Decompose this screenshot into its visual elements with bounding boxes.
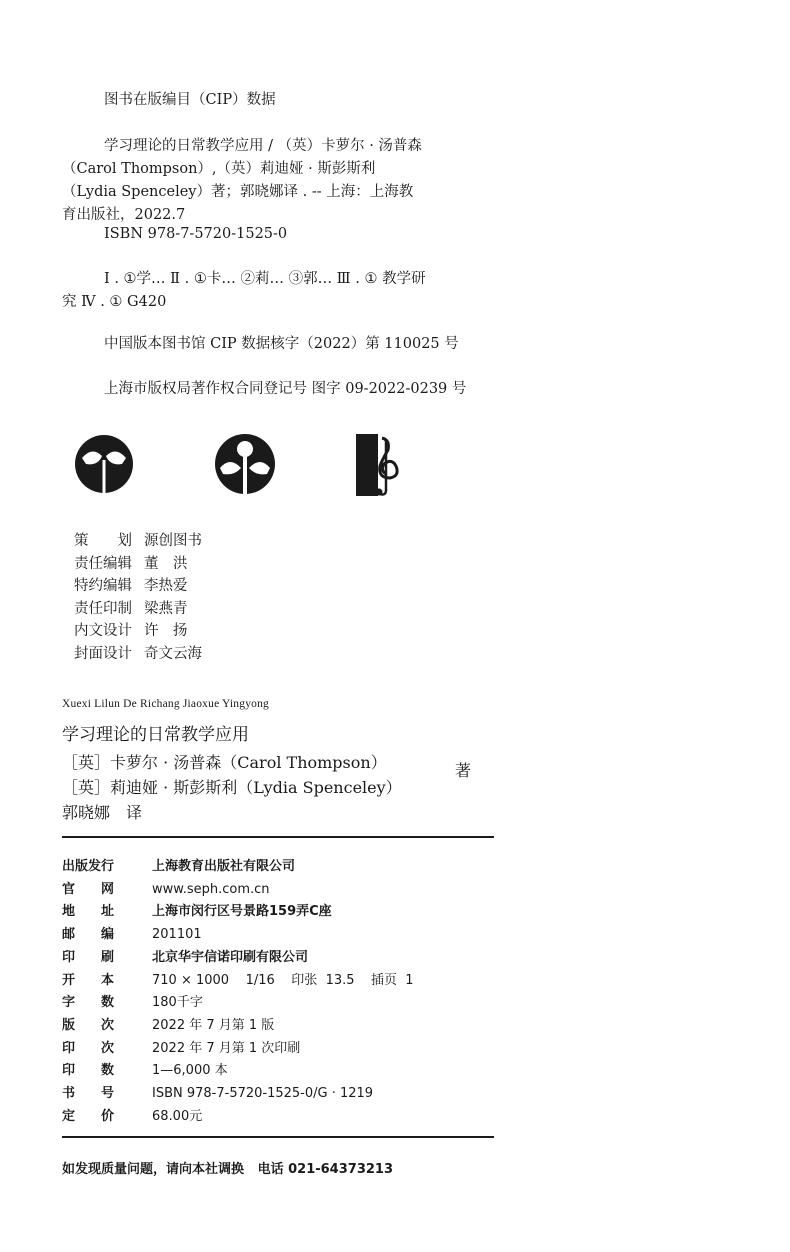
pub-value: 201101 [152,927,202,943]
staff-row [74,530,202,553]
pub-value: 2022 年 7 月第 1 版 [152,1017,275,1033]
pub-value: 2022 年 7 月第 1 次印刷 [152,1040,301,1056]
staff-label: 封面设计 [74,645,132,662]
author-2: ［英］莉迪娅 · 斯彭斯利（Lydia Spenceley） [62,778,402,797]
pub-row [62,1038,414,1061]
cip-subject-line: Ⅰ . ①学… Ⅱ . ①卡… ②莉… ③郭… Ⅲ . ① 教学研 [104,271,426,287]
translator: 郭晓娜 译 [62,803,143,822]
cip-isbn: ISBN 978-7-5720-1525-0 [104,226,288,242]
pub-row [62,1106,414,1129]
pub-label: 官 网 [62,881,115,897]
pub-value: 上海教育出版社有限公司 [152,859,296,874]
staff-row [74,620,202,643]
pub-value: 710 × 1000 1/16 印张 13.5 插页 1 [152,972,414,988]
pub-row [62,879,414,902]
pub-label: 定 价 [62,1108,115,1124]
author-role: 著 [455,761,472,780]
pub-label: 印 数 [62,1063,115,1079]
pub-value: 1—6,000 本 [152,1063,228,1079]
pub-row [62,924,414,947]
pub-label: 出版发行 [62,859,115,874]
pub-label: 书 号 [62,1086,115,1102]
staff-credits [74,530,202,665]
staff-label: 特约编辑 [74,578,132,594]
publisher-logo-1 [74,432,134,496]
staff-label: 策 划 [74,533,132,549]
staff-value: 梁燕青 [144,600,188,617]
staff-row [74,643,202,666]
pub-label: 印 次 [62,1040,115,1056]
staff-label: 责任印制 [74,600,132,617]
pub-value: www.seph.com.cn [152,881,270,897]
staff-value: 许 扬 [144,623,188,639]
staff-value: 董 洪 [144,555,188,572]
music-clef-logo [356,434,404,496]
pub-label: 邮 编 [62,927,115,943]
pub-row [62,992,414,1015]
title-pinyin: Xuexi Lilun De Richang Jiaoxue Yingyong [62,698,269,710]
divider [62,1136,494,1138]
pub-row [62,1083,414,1106]
pub-value: 68.00元 [152,1108,203,1124]
cip-entry-line: （Lydia Spenceley）著；郭晓娜译 . -- 上海：上海教 [62,184,414,200]
cip-subject-line: 究 Ⅳ . ① G420 [62,294,167,310]
publisher-logo-2 [214,432,276,496]
staff-row [74,575,202,598]
cip-entry-line: 育出版社，2022.7 [62,207,186,223]
pub-label: 地 址 [62,904,115,920]
staff-value: 李热爱 [144,578,188,594]
pub-row [62,970,414,993]
book-title: 学习理论的日常教学应用 [62,725,249,745]
pub-label: 版 次 [62,1017,115,1033]
pub-label: 字 数 [62,995,115,1011]
cip-entry-line: 学习理论的日常教学应用 / （英）卡萝尔 · 汤普森 [104,138,422,154]
staff-value: 奇文云海 [144,645,202,662]
cip-check-number: 中国版本图书馆 CIP 数据核字（2022）第 110025 号 [104,336,459,352]
pub-value: ISBN 978-7-5720-1525-0/G · 1219 [152,1086,374,1102]
pub-row [62,947,414,970]
footer-notice: 如发现质量问题，请向本社调换 电话 021-64373213 [62,1162,393,1177]
pub-row [62,901,414,924]
staff-value: 源创图书 [144,533,202,549]
pub-label: 开 本 [62,972,115,988]
pub-row [62,1015,414,1038]
author-1: ［英］卡萝尔 · 汤普森（Carol Thompson） [62,753,387,772]
pub-value: 北京华宇信诺印刷有限公司 [152,949,309,965]
staff-label: 内文设计 [74,623,132,639]
cip-heading: 图书在版编目（CIP）数据 [104,92,276,108]
staff-label: 责任编辑 [74,555,132,572]
copyright-registration: 上海市版权局著作权合同登记号 图字 09-2022-0239 号 [104,381,467,397]
staff-row [74,553,202,576]
pub-row [62,856,414,879]
pub-value: 180千字 [152,995,203,1011]
pub-row [62,1060,414,1083]
staff-row [74,598,202,621]
publication-info [62,856,414,1128]
pub-value: 上海市闵行区号景路159弄C座 [152,904,332,920]
divider [62,836,494,838]
pub-label: 印 刷 [62,949,115,965]
cip-entry-line: （Carol Thompson）,（英）莉迪娅 · 斯彭斯利 [62,161,376,177]
